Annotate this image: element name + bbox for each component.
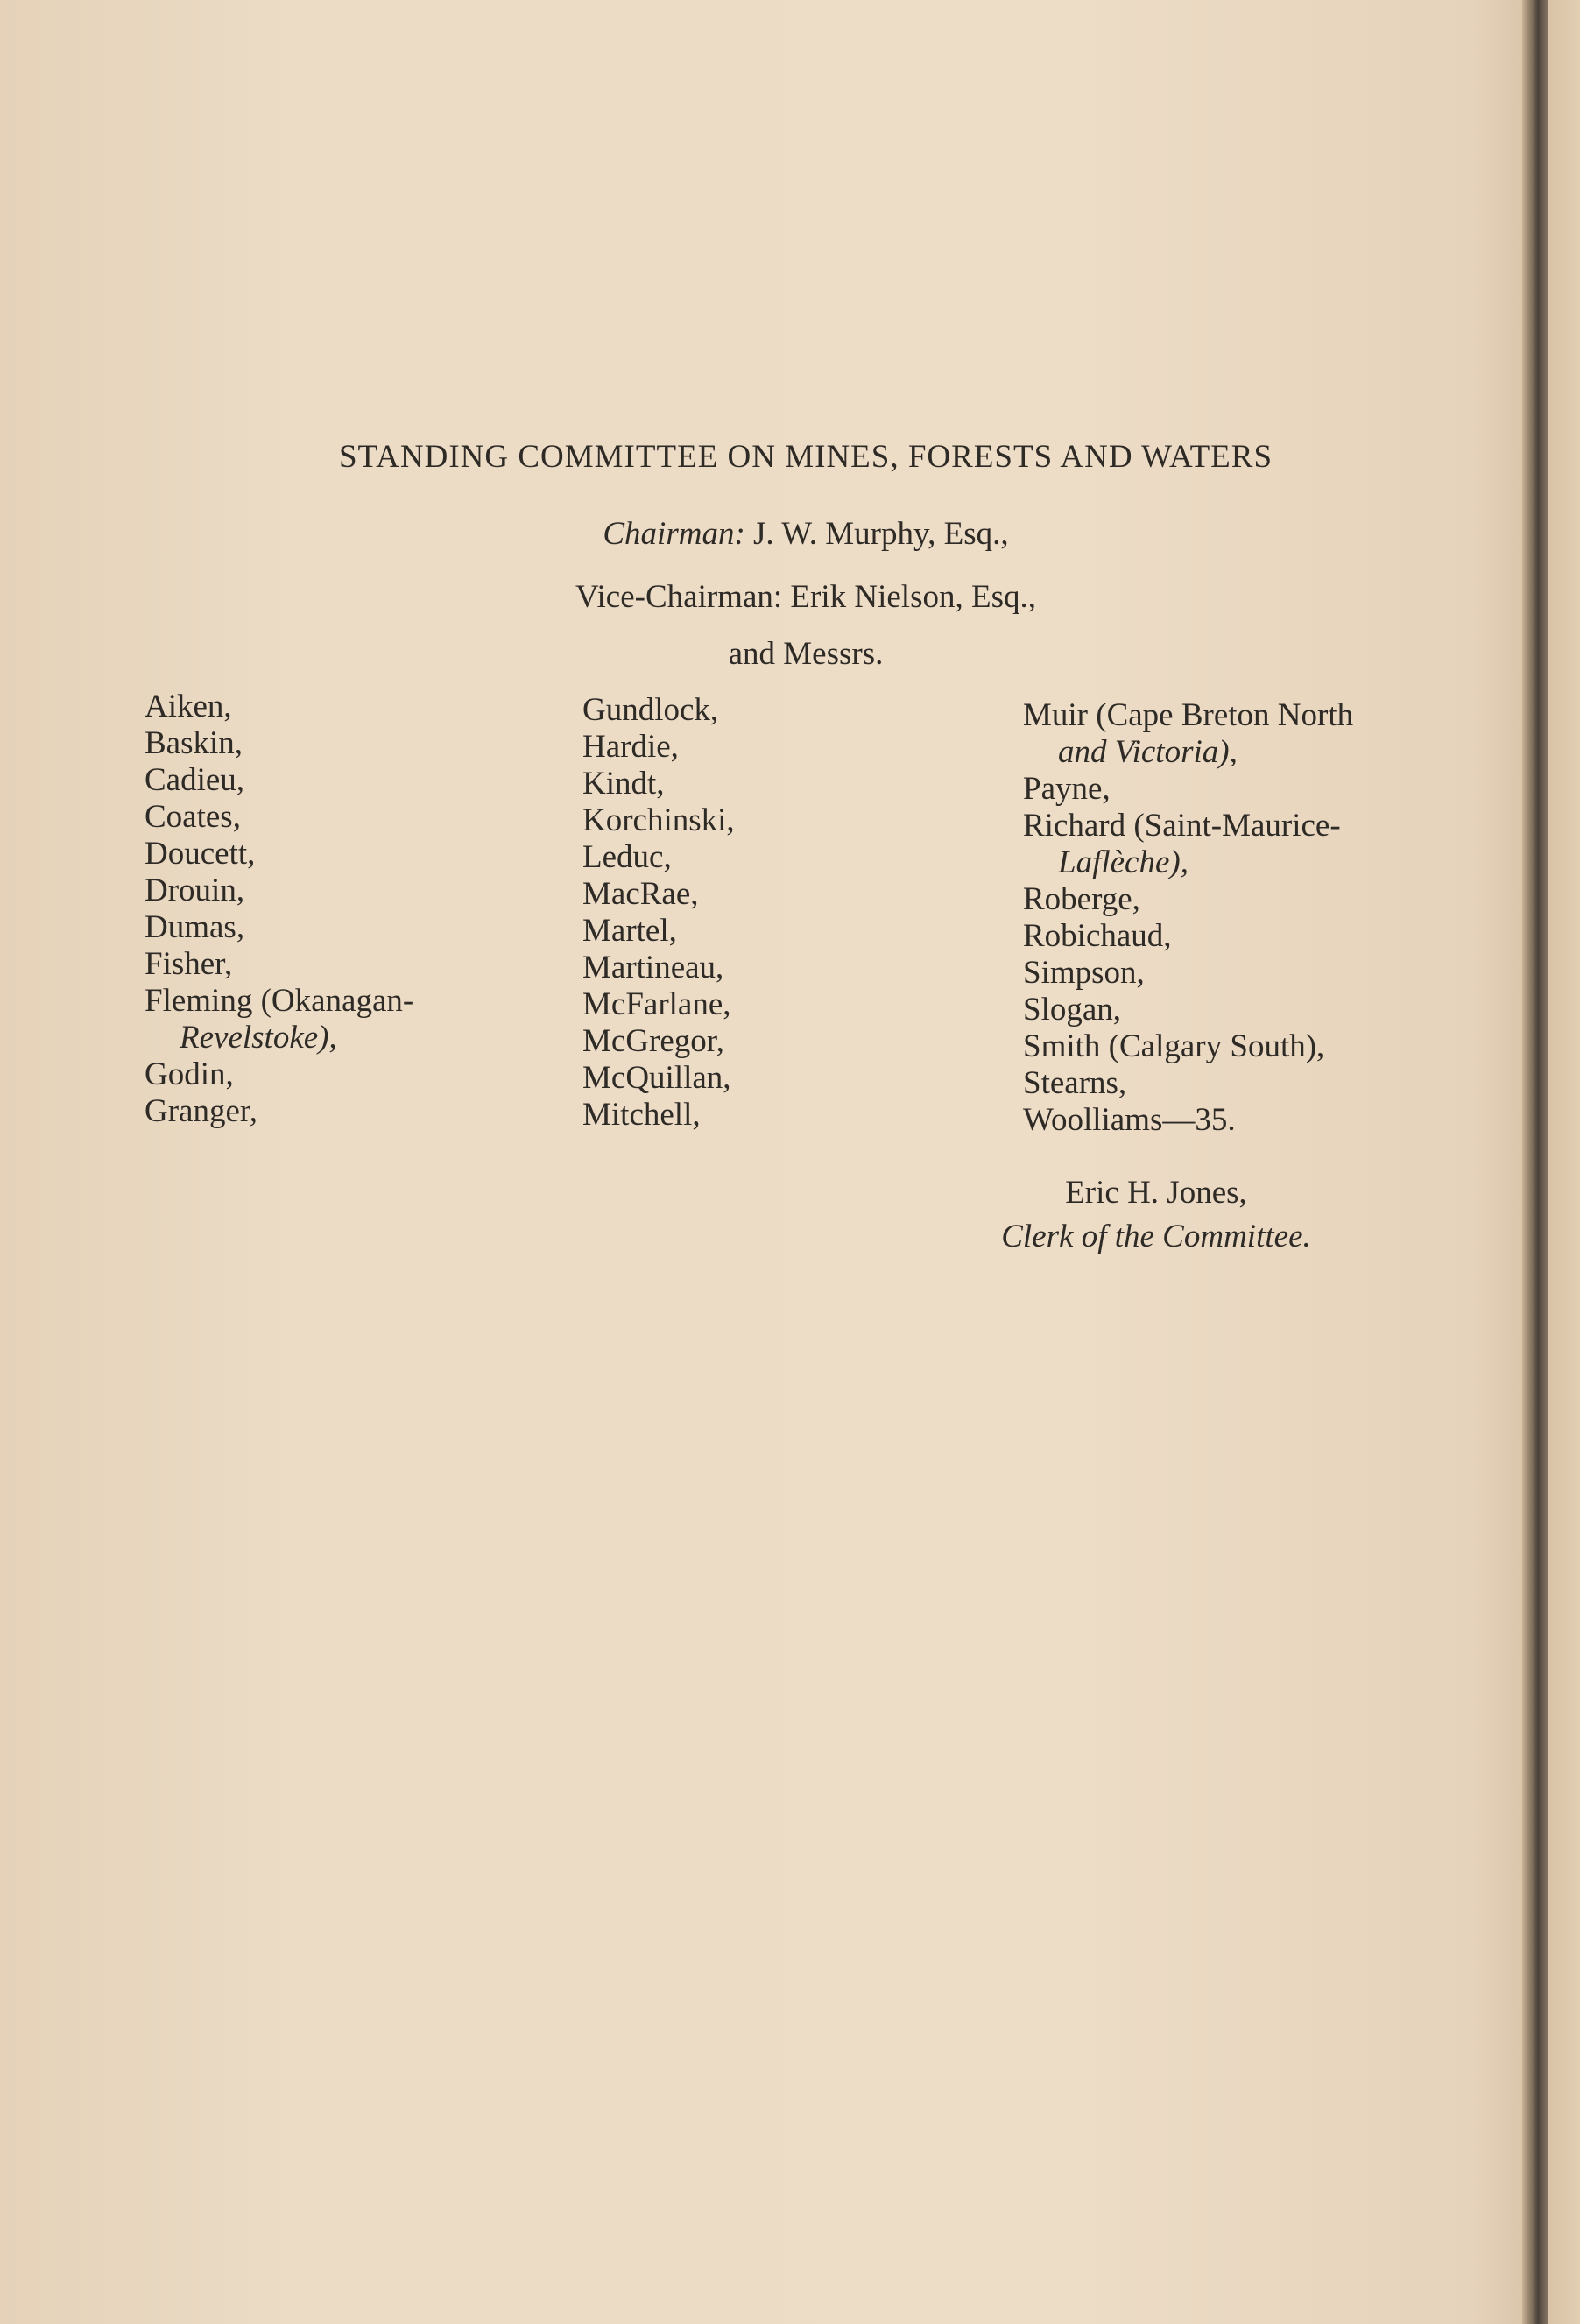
member-name: Drouin,	[145, 872, 245, 908]
adjacent-page-edge	[1548, 0, 1580, 2324]
member-name: Martineau,	[582, 950, 724, 985]
member-name: Woolliams—35.	[1023, 1102, 1236, 1138]
member-name: Roberge,	[1023, 881, 1140, 917]
clerk-name: Eric H. Jones,	[1065, 1175, 1247, 1211]
chairman-label: Chairman:	[603, 516, 745, 552]
and-messrs-line: and Messrs.	[728, 636, 884, 672]
members-column-3	[1023, 697, 1513, 1139]
member-name: Robichaud,	[1023, 918, 1172, 954]
vice-chairman-line: Vice-Chairman: Erik Nielson, Esq.,	[575, 579, 1036, 615]
members-column-1	[145, 689, 547, 1130]
members-column-2	[582, 692, 1003, 1134]
member-name: Doucett,	[145, 836, 256, 872]
committee-heading: STANDING COMMITTEE ON MINES, FORESTS AND WATERS	[338, 439, 1273, 475]
member-name: Korchinski,	[582, 802, 735, 838]
member-riding: Laflèche),	[1058, 844, 1189, 880]
chairman-line	[263, 515, 1349, 553]
book-gutter	[1522, 0, 1548, 2324]
member-name: MacRae,	[582, 876, 699, 912]
member-name: Simpson,	[1023, 955, 1145, 991]
member-name: Fisher,	[145, 946, 233, 982]
member-name: Aiken,	[145, 689, 232, 724]
member-name: Fleming (Okanagan-	[145, 983, 414, 1019]
member-name: Leduc,	[582, 839, 672, 875]
member-name: Smith (Calgary South),	[1023, 1028, 1325, 1064]
member-name: Godin,	[145, 1056, 234, 1092]
member-name: Hardie,	[582, 729, 679, 765]
member-name: Dumas,	[145, 909, 245, 945]
member-name: Slogan,	[1023, 992, 1122, 1028]
member-riding: and Victoria),	[1058, 734, 1238, 770]
member-name: Coates,	[145, 799, 241, 835]
member-name: Cadieu,	[145, 762, 245, 798]
member-name: Muir (Cape Breton North	[1023, 697, 1354, 733]
member-name: Richard (Saint-Maurice-	[1023, 808, 1341, 844]
member-name: Gundlock,	[582, 692, 719, 728]
member-name: Kindt,	[582, 766, 665, 802]
member-name: Mitchell,	[582, 1097, 701, 1133]
member-name: McQuillan,	[582, 1060, 731, 1096]
member-name: Baskin,	[145, 725, 243, 761]
member-name: Granger,	[145, 1093, 257, 1129]
member-name: McFarlane,	[582, 986, 731, 1022]
member-name: Stearns,	[1023, 1065, 1127, 1101]
member-name: Payne,	[1023, 771, 1111, 807]
clerk-title: Clerk of the Committee.	[1001, 1219, 1311, 1254]
chairman-name: J. W. Murphy, Esq.,	[744, 516, 1009, 552]
member-riding: Revelstoke),	[180, 1020, 337, 1056]
member-name: McGregor,	[582, 1023, 724, 1059]
member-name: Martel,	[582, 913, 677, 949]
